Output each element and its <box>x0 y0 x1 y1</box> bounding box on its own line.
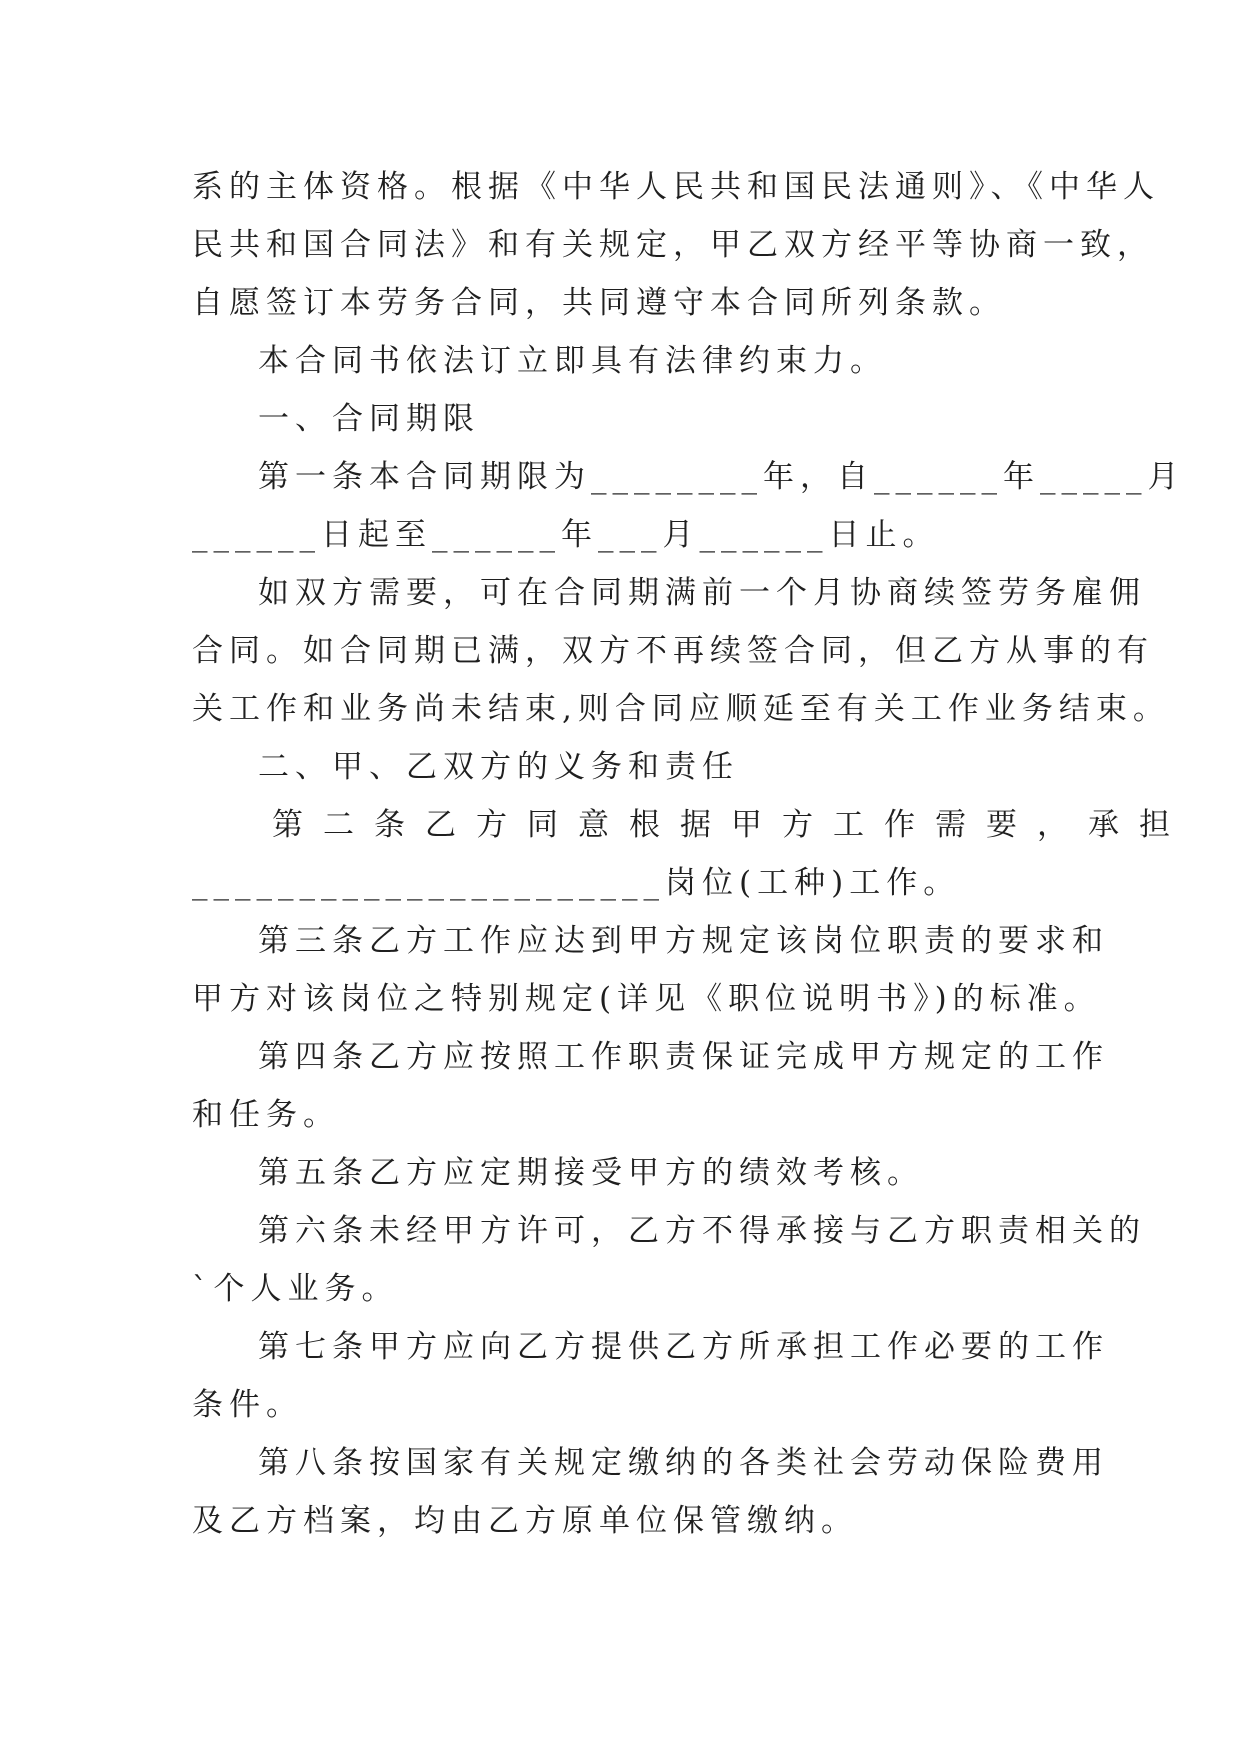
text-line: 及乙方档案，均由乙方原单位保管缴纳。 <box>192 1503 858 1539</box>
article-7 <box>192 1318 1109 1434</box>
text-line: 民共和国合同法》和有关规定，甲乙双方经平等协商一致， <box>192 227 1154 263</box>
text-line: 第四条乙方应按照工作职责保证完成甲方规定的工作 <box>258 1039 1109 1075</box>
text-line: 条件。 <box>192 1387 303 1423</box>
text-line: ______________________岗位(工种)工作。 <box>192 865 961 901</box>
article-2 <box>192 796 1190 912</box>
text-line: 第七条甲方应向乙方提供乙方所承担工作必要的工作 <box>258 1329 1109 1365</box>
text-line: 关工作和业务尚未结束,则合同应顺延至有关工作业务结束。 <box>192 691 1170 727</box>
article-4 <box>192 1028 1109 1144</box>
text-line: 系的主体资格。根据《中华人民共和国民法通则》、《中华人 <box>192 169 1160 205</box>
text-line: 第六条未经甲方许可，乙方不得承接与乙方职责相关的 <box>258 1213 1146 1249</box>
article-5 <box>192 1144 1048 1202</box>
article-3 <box>192 912 1109 1028</box>
article-1 <box>192 448 1185 564</box>
paragraph-renewal <box>192 564 1170 738</box>
text-line: 如双方需要，可在合同期满前一个月协商续签劳务雇佣 <box>258 575 1146 611</box>
text-line: ______日起至______年___月______日止。 <box>192 517 940 553</box>
text-line: 第五条乙方应定期接受甲方的绩效考核。 <box>258 1155 924 1191</box>
paragraph-binding <box>192 332 1048 390</box>
text-line: 甲方对该岗位之特别规定(详见《职位说明书》)的标准。 <box>192 981 1101 1017</box>
text-line: 第二条乙方同意根据甲方工作需要，承担 <box>272 807 1190 843</box>
text-line: 第一条本合同期限为________年，自______年_____月 <box>258 459 1185 495</box>
text-line: 本合同书依法订立即具有法律约束力。 <box>258 343 887 379</box>
section-title: 二、甲、乙双方的义务和责任 <box>258 749 739 785</box>
section-heading-contract-term <box>192 390 1048 448</box>
text-line: 第三条乙方工作应达到甲方规定该岗位职责的要求和 <box>258 923 1109 959</box>
contract-body <box>192 158 1190 1550</box>
article-8 <box>192 1434 1109 1550</box>
text-line: 第八条按国家有关规定缴纳的各类社会劳动保险费用 <box>258 1445 1109 1481</box>
text-line: `个人业务。 <box>192 1271 399 1307</box>
article-6 <box>192 1202 1146 1318</box>
text-line: 合同。如合同期已满，双方不再续签合同，但乙方从事的有 <box>192 633 1154 669</box>
section-title: 一、合同期限 <box>258 401 480 437</box>
text-line: 自愿签订本劳务合同，共同遵守本合同所列条款。 <box>192 285 1006 321</box>
section-heading-obligations <box>192 738 1048 796</box>
paragraph-intro <box>192 158 1160 332</box>
text-line: 和任务。 <box>192 1097 340 1133</box>
